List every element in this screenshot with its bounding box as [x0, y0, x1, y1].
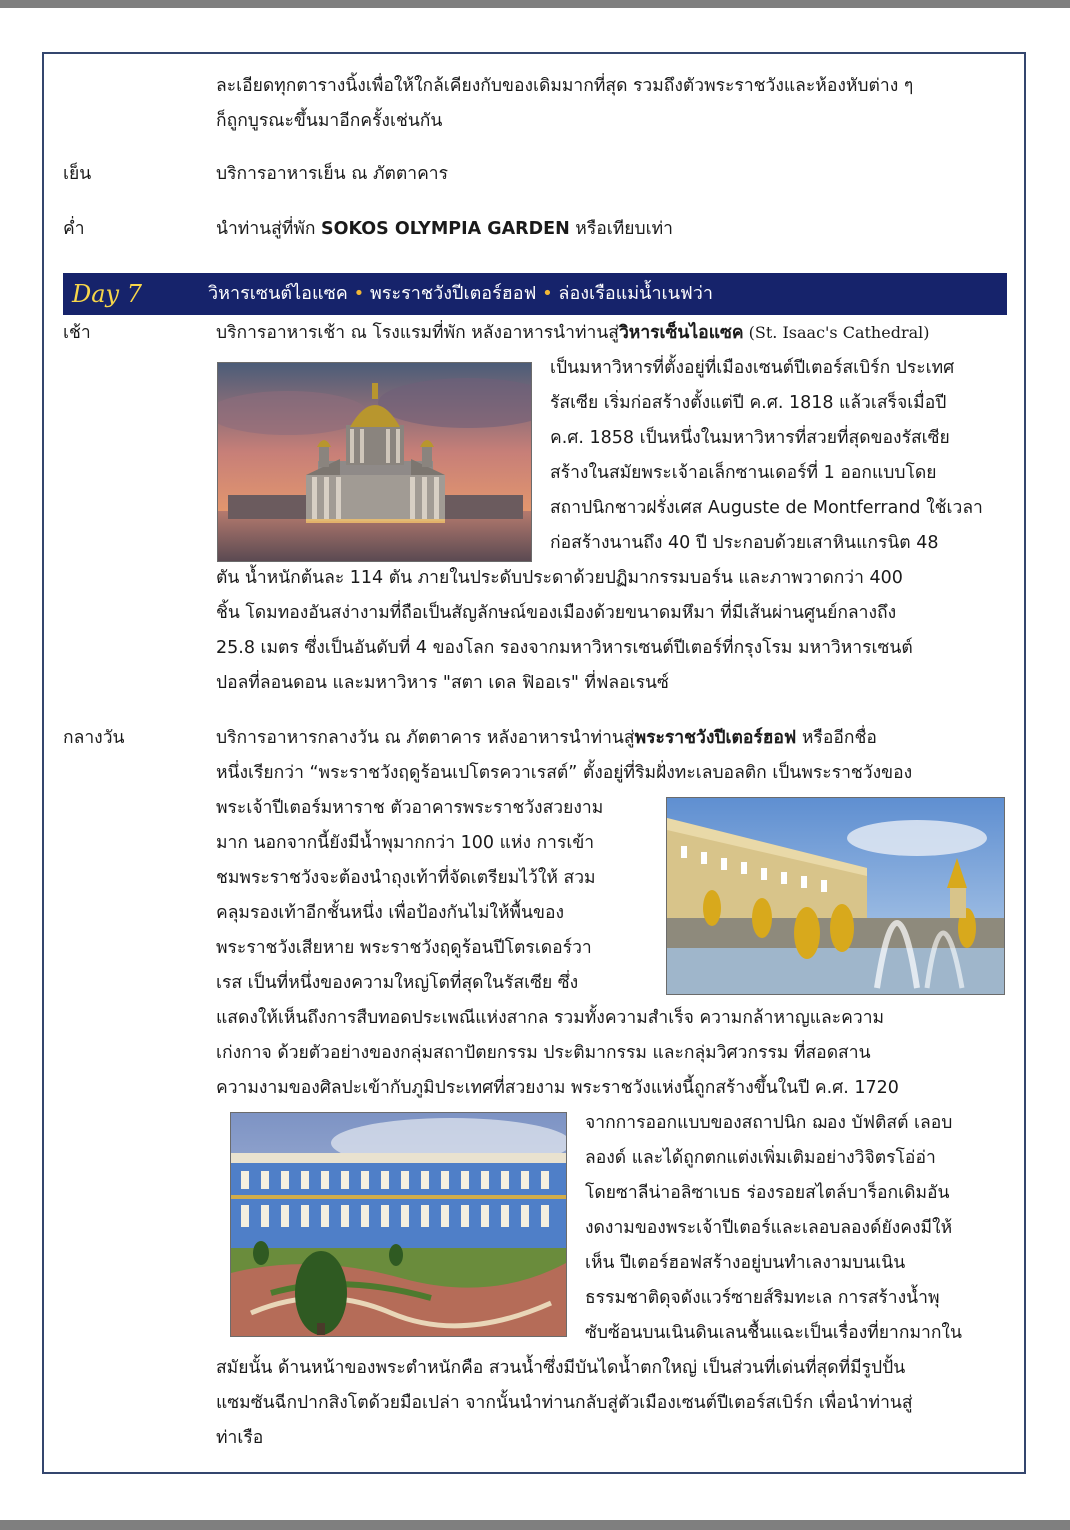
palace-garden-photo: [230, 1112, 567, 1337]
lunch-end-line-2: แซมซันฉีกปากสิงโตด้วยมือเปล่า จากนั้นนำท่านกลับสู่ตัวเมืองเซนต์ปีเตอร์สเบิร์ก เพื่อนำท่านสู่: [216, 1393, 913, 1413]
day-item-1: วิหารเซนต์ไอแซค: [208, 283, 348, 304]
morning-full-line-3: 25.8 เมตร ซึ่งเป็นอันดับที่ 4 ของโลก รองจากมหาวิหารเซนต์ปีเตอร์ที่กรุงโรม มหาวิหารเซนต์: [216, 638, 913, 658]
cathedral-illustration: [218, 363, 531, 561]
morning-right-line-6: ก่อสร้างนานถึง 40 ปี ประกอบด้วยเสาหินแกรนิต 48: [550, 533, 939, 553]
lunch-mid-line-1: แสดงให้เห็นถึงการสืบทอดประเพณีแห่งสากล รวมทั้งความสำเร็จ ความกล้าหาญและความ: [216, 1008, 885, 1028]
morning-right-line-3: ค.ศ. 1858 เป็นหนึ่งในมหาวิหารที่สวยที่สุดของรัสเซีย: [550, 428, 950, 448]
intro-line-2: ก็ถูกบูรณะขึ้นมาอีกครั้งเช่นกัน: [216, 111, 443, 131]
palace-illustration: [231, 1113, 566, 1336]
day-header-band: [63, 273, 1007, 315]
lunch-left-line-4: คลุมรองเท้าอีกชั้นหนึ่ง เพื่อป้องกันไม่ให้พื้นของ: [216, 903, 565, 923]
lunch-right-line-6: ธรรมชาติดุจดังแวร์ซายส์ริมทะเล การสร้างน้ำพุ: [585, 1288, 940, 1308]
st-isaacs-cathedral-photo: [217, 362, 532, 562]
lunch-end-line-3: ท่าเรือ: [216, 1428, 264, 1448]
morning-full-line-2: ชิ้น โดมทองอันสง่างามที่ถือเป็นสัญลักษณ์ของเมืองด้วยขนาดมหึมา ที่มีเส้นผ่านศูนย์กลางถึง: [216, 603, 897, 623]
lunch-left-line-5: พระราชวังเสียหาย พระราชวังฤดูร้อนปีโตรเดอร์วา: [216, 938, 592, 958]
lunch-end-line-1: สมัยนั้น ด้านหน้าของพระตำหนักคือ สวนน้ำซึ่งมีบันไดน้ำตกใหญ่ เป็นส่วนที่เด่นที่สุดที่มีรูปปั้น: [216, 1358, 906, 1378]
fountain-illustration: [667, 798, 1004, 994]
lunch-label: กลางวัน: [63, 728, 125, 748]
morning-right-line-5: สถาปนิกชาวฝรั่งเศส Auguste de Montferrand ใช้เวลา: [550, 498, 983, 518]
day-itinerary: [208, 277, 713, 311]
morning-right-line-2: รัสเซีย เริ่มก่อสร้างตั้งแต่ปี ค.ศ. 1818 แล้วเสร็จเมื่อปี: [550, 393, 947, 413]
morning-right-line-4: สร้างในสมัยพระเจ้าอเล็กซานเดอร์ที่ 1 ออกแบบโดย: [550, 463, 937, 483]
peterhof-fountain-photo: [666, 797, 1005, 995]
morning-right-line-1: เป็นมหาวิหารที่ตั้งอยู่ที่เมืองเซนต์ปีเตอร์สเบิร์ก ประเทศ: [550, 358, 955, 378]
lunch-mid-line-3: ความงามของศิลปะเข้ากับภูมิประเทศที่สวยงาม พระราชวังแห่งนี้ถูกสร้างขึ้นในปี ค.ศ. 1720: [216, 1078, 899, 1098]
lunch-right-line-3: โดยซาลีน่าอลิซาเบธ ร่องรอยสไตล์บาร็อกเดิมอัน: [585, 1183, 950, 1203]
night-text: นำท่านสู่ที่พัก SOKOS OLYMPIA GARDEN หรือเทียบเท่า: [216, 219, 673, 239]
separator-dot: •: [353, 283, 365, 304]
day-item-3: ล่องเรือแม่น้ำเนฟว่า: [558, 283, 713, 304]
bottom-edge-bar: [0, 1520, 1070, 1530]
lunch-left-line-3: ชมพระราชวังจะต้องนำถุงเท้าที่จัดเตรียมไว้ให้ สวม: [216, 868, 596, 888]
lunch-left-line-2: มาก นอกจากนี้ยังมีน้ำพุมากกว่า 100 แห่ง การเข้า: [216, 833, 595, 853]
lunch-left-line-6: เรส เป็นที่หนึ่งของความใหญ่โตที่สุดในรัสเซีย ซึ่ง: [216, 973, 579, 993]
lunch-right-line-2: ลองด์ และได้ถูกตกแต่งเพิ่มเติมอย่างวิจิตรโอ่อ่า: [585, 1148, 936, 1168]
lunch-line-2: หนึ่งเรียกว่า “พระราชวังฤดูร้อนเปโตรควาเรสต์” ตั้งอยู่ที่ริมฝั่งทะเลบอลติก เป็นพระราชวังของ: [216, 763, 913, 783]
palace-name: พระราชวังปีเตอร์ฮอฟ: [634, 728, 797, 748]
dinner-label: เย็น: [63, 164, 92, 184]
lunch-line-1: บริการอาหารกลางวัน ณ ภัตตาคาร หลังอาหารนำท่านสู่พระราชวังปีเตอร์ฮอฟ หรืออีกชื่อ: [216, 728, 877, 748]
lunch-mid-line-2: เก่งกาจ ด้วยตัวอย่างของกลุ่มสถาปัตยกรรม ประติมากรรม และกลุ่มวิศวกรรม ที่สอดสาน: [216, 1043, 871, 1063]
day-item-2: พระราชวังปีเตอร์ฮอฟ: [369, 283, 537, 304]
top-edge-bar: [0, 0, 1070, 8]
morning-full-line-4: ปอลที่ลอนดอน และมหาวิหาร "สตา เดล ฟิออเร" ที่ฟลอเรนซ์: [216, 673, 669, 693]
intro-line-1: ละเอียดทุกตารางนิ้งเพื่อให้ใกล้เคียงกับของเดิมมากที่สุด รวมถึงตัวพระราชวังและห้องหับต่าง ๆ: [216, 76, 914, 96]
morning-label: เช้า: [63, 323, 91, 343]
morning-full-line-1: ตัน น้ำหนักต้นละ 114 ตัน ภายในประดับประดาด้วยปฏิมากรรมบอร์น และภาพวาดกว่า 400: [216, 568, 903, 588]
morning-line-1: บริการอาหารเช้า ณ โรงแรมที่พัก หลังอาหารนำท่านสู่วิหารเซ็นไอแซค (St. Isaac's Cathedral): [216, 323, 930, 343]
lunch-left-line-1: พระเจ้าปีเตอร์มหาราช ตัวอาคารพระราชวังสวยงาม: [216, 798, 604, 818]
dinner-text: บริการอาหารเย็น ณ ภัตตาคาร: [216, 164, 449, 184]
separator-dot: •: [542, 283, 553, 304]
day-number: Day 7: [72, 280, 143, 308]
lunch-right-line-1: จากการออกแบบของสถาปนิก ฌอง บัฟติสต์ เลอบ: [585, 1113, 953, 1133]
lunch-right-line-5: เห็น ปีเตอร์ฮอฟสร้างอยู่บนทำเลงามบนเนิน: [585, 1253, 906, 1273]
cathedral-name: วิหารเซ็นไอแซค: [618, 323, 744, 343]
lunch-right-line-7: ซับซ้อนบนเนินดินเลนชื้นแฉะเป็นเรื่องที่ยากมากใน: [585, 1323, 962, 1343]
hotel-name: SOKOS OLYMPIA GARDEN: [321, 219, 570, 239]
lunch-right-line-4: งดงามของพระเจ้าปีเตอร์และเลอบลองด์ยังคงมีให้: [585, 1218, 953, 1238]
night-label: ค่ำ: [63, 219, 85, 239]
